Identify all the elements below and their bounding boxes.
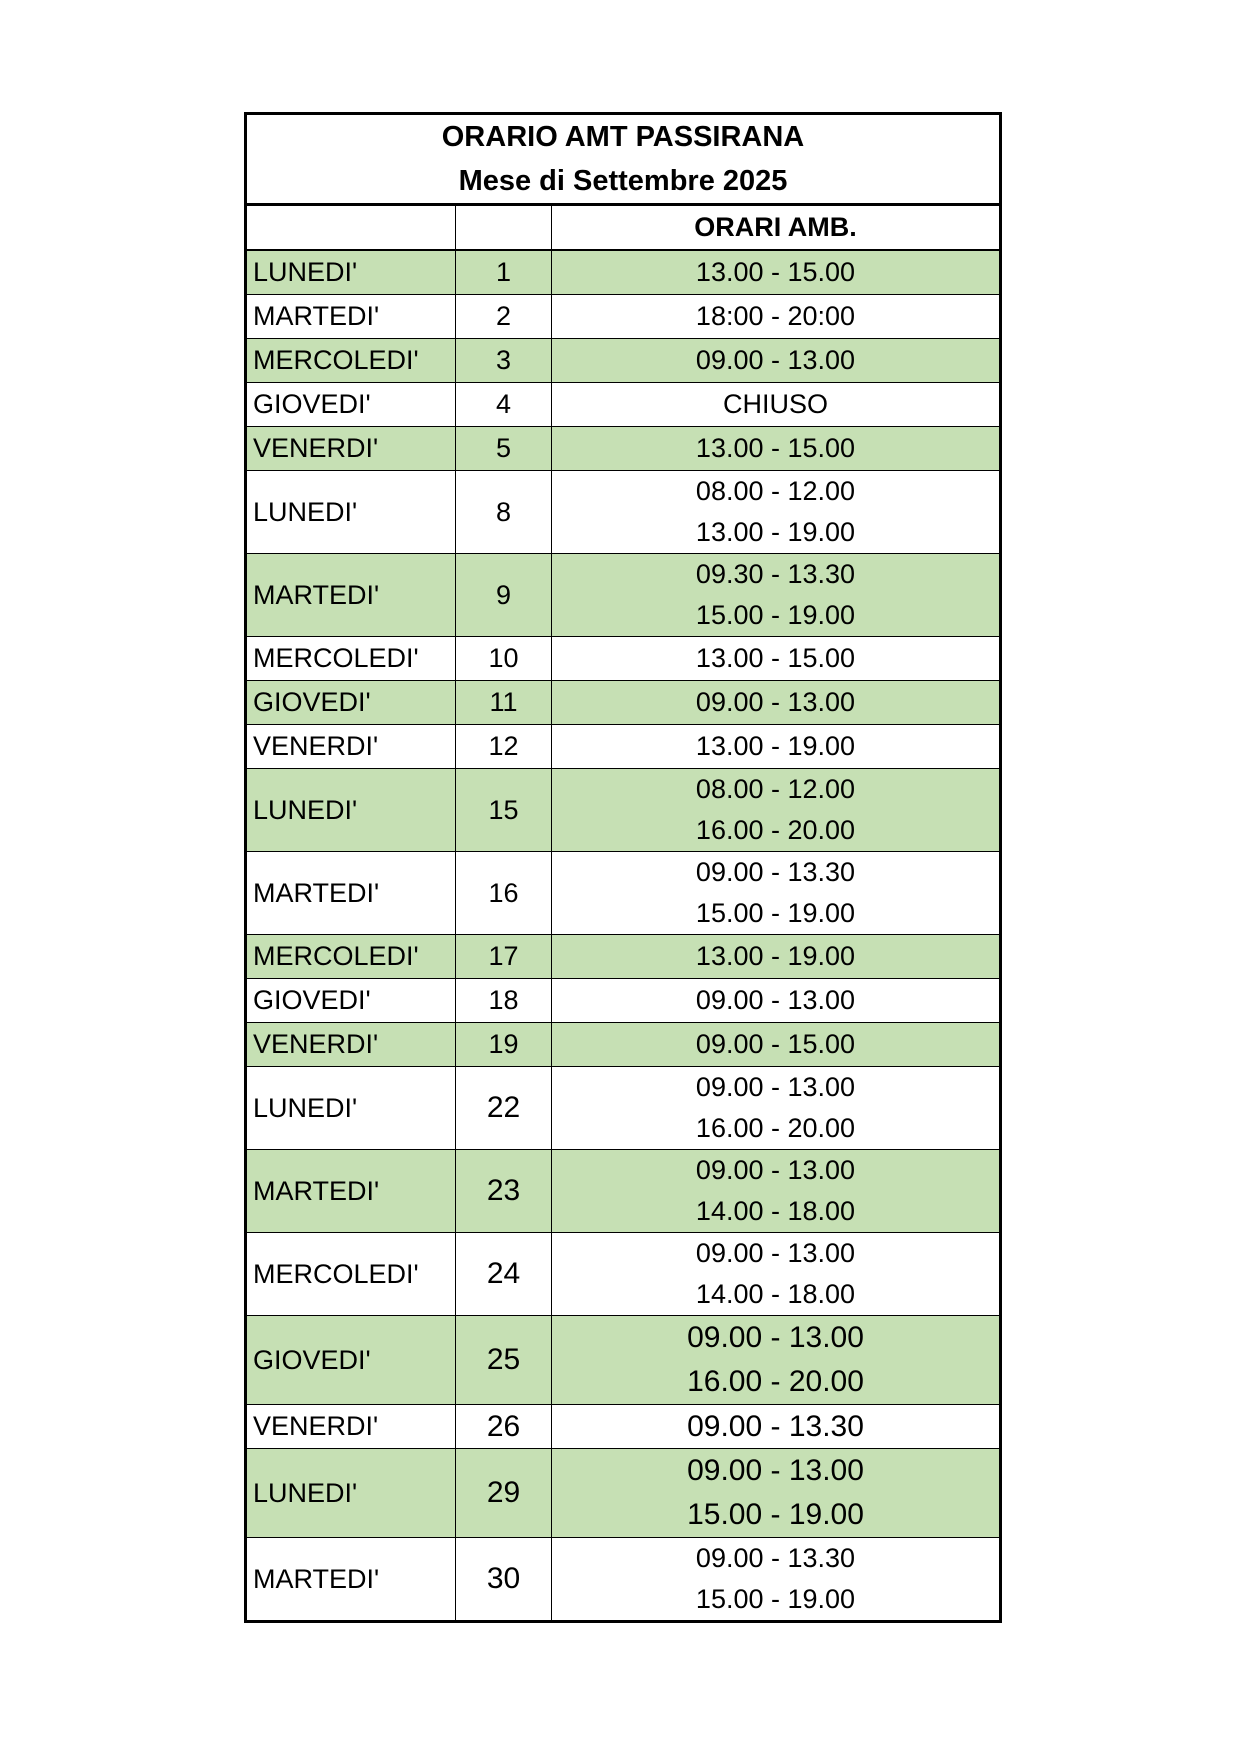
- hours-cell: [552, 1538, 1001, 1622]
- hours-range: 18:00 - 20:00: [695, 301, 856, 331]
- hours-cell: [552, 1233, 1001, 1316]
- hours-range: 15.00 - 19.00: [687, 1498, 864, 1531]
- table-row: [246, 1449, 1001, 1538]
- day-name-cell: MARTEDI': [246, 295, 456, 339]
- date-cell: 9: [456, 554, 552, 637]
- hours-range: 09.00 - 13.00: [695, 687, 856, 717]
- date-cell: 12: [456, 725, 552, 769]
- table-row: [246, 295, 1001, 339]
- table-row: [246, 725, 1001, 769]
- hours-cell: [552, 339, 1001, 383]
- hours-range: 08.00 - 12.00: [695, 476, 856, 506]
- hours-cell: [552, 295, 1001, 339]
- hours-range: 13.00 - 15.00: [695, 433, 856, 463]
- day-name-cell: GIOVEDI': [246, 1316, 456, 1405]
- table-row: [246, 1316, 1001, 1405]
- day-name-cell: LUNEDI': [246, 1067, 456, 1150]
- table-row: [246, 1067, 1001, 1150]
- day-name-cell: MERCOLEDI': [246, 637, 456, 681]
- table-row: [246, 383, 1001, 427]
- hours-range: 09.00 - 13.30: [695, 1543, 856, 1573]
- date-cell: 17: [456, 935, 552, 979]
- hours-range: 16.00 - 20.00: [695, 815, 856, 845]
- hours-range: 14.00 - 18.00: [695, 1196, 856, 1226]
- hours-cell: [552, 681, 1001, 725]
- hours-cell: [552, 637, 1001, 681]
- table-row: [246, 935, 1001, 979]
- date-cell: 18: [456, 979, 552, 1023]
- column-header-row: [246, 205, 1001, 251]
- hours-range: 13.00 - 19.00: [695, 941, 856, 971]
- hours-range: 13.00 - 19.00: [695, 731, 856, 761]
- table-row: [246, 852, 1001, 935]
- hours-range: 16.00 - 20.00: [687, 1365, 864, 1398]
- hours-range: 09.00 - 13.00: [695, 1238, 856, 1268]
- table-row: [246, 1150, 1001, 1233]
- hours-cell: [552, 250, 1001, 295]
- schedule-body: [246, 114, 1001, 1622]
- day-name-cell: VENERDI': [246, 427, 456, 471]
- date-cell: 23: [456, 1150, 552, 1233]
- column-header-day: [246, 205, 456, 251]
- hours-range: 09.00 - 13.00: [687, 1321, 864, 1354]
- table-row: [246, 339, 1001, 383]
- table-row: [246, 471, 1001, 554]
- date-cell: 8: [456, 471, 552, 554]
- hours-range: 15.00 - 19.00: [695, 898, 856, 928]
- date-cell: 5: [456, 427, 552, 471]
- hours-cell: [552, 1023, 1001, 1067]
- column-header-hours: ORARI AMB.: [552, 205, 1001, 251]
- day-name-cell: MERCOLEDI': [246, 339, 456, 383]
- date-cell: 19: [456, 1023, 552, 1067]
- day-name-cell: LUNEDI': [246, 250, 456, 295]
- date-cell: 29: [456, 1449, 552, 1538]
- date-cell: 2: [456, 295, 552, 339]
- date-cell: 26: [456, 1405, 552, 1449]
- hours-cell: [552, 471, 1001, 554]
- hours-range: 09.00 - 13.30: [687, 1410, 864, 1443]
- table-row: [246, 427, 1001, 471]
- date-cell: 25: [456, 1316, 552, 1405]
- table-row: [246, 769, 1001, 852]
- hours-cell: [552, 769, 1001, 852]
- hours-range: 09.30 - 13.30: [695, 559, 856, 589]
- table-row: [246, 250, 1001, 295]
- column-header-date: [456, 205, 552, 251]
- hours-cell: [552, 1150, 1001, 1233]
- hours-range: 09.00 - 13.00: [695, 1155, 856, 1185]
- day-name-cell: VENERDI': [246, 725, 456, 769]
- schedule-table: [244, 112, 1002, 1623]
- hours-cell: [552, 852, 1001, 935]
- hours-cell: [552, 935, 1001, 979]
- date-cell: 16: [456, 852, 552, 935]
- day-name-cell: MARTEDI': [246, 1538, 456, 1622]
- hours-range: 14.00 - 18.00: [695, 1279, 856, 1309]
- table-row: [246, 681, 1001, 725]
- hours-range: 09.00 - 13.00: [695, 985, 856, 1015]
- hours-range: 09.00 - 13.00: [695, 345, 856, 375]
- date-cell: 4: [456, 383, 552, 427]
- hours-cell: [552, 554, 1001, 637]
- date-cell: 22: [456, 1067, 552, 1150]
- table-row: [246, 979, 1001, 1023]
- title-cell: [246, 114, 1001, 205]
- day-name-cell: GIOVEDI': [246, 979, 456, 1023]
- date-cell: 30: [456, 1538, 552, 1622]
- page-title: ORARIO AMT PASSIRANA: [441, 121, 805, 153]
- date-cell: 11: [456, 681, 552, 725]
- title-row: [246, 114, 1001, 205]
- hours-range: 09.00 - 13.00: [695, 1072, 856, 1102]
- day-name-cell: MARTEDI': [246, 1150, 456, 1233]
- date-cell: 3: [456, 339, 552, 383]
- hours-range: 09.00 - 13.00: [687, 1454, 864, 1487]
- hours-cell: [552, 1449, 1001, 1538]
- day-name-cell: LUNEDI': [246, 769, 456, 852]
- day-name-cell: VENERDI': [246, 1023, 456, 1067]
- hours-cell: [552, 1405, 1001, 1449]
- hours-range: 13.00 - 19.00: [695, 517, 856, 547]
- hours-range: 09.00 - 15.00: [695, 1029, 856, 1059]
- hours-range: CHIUSO: [722, 389, 828, 419]
- table-row: [246, 1233, 1001, 1316]
- hours-range: 13.00 - 15.00: [695, 257, 856, 287]
- hours-range: 15.00 - 19.00: [695, 1584, 856, 1614]
- day-name-cell: MERCOLEDI': [246, 935, 456, 979]
- day-name-cell: GIOVEDI': [246, 383, 456, 427]
- hours-range: 13.00 - 15.00: [695, 643, 856, 673]
- day-name-cell: MARTEDI': [246, 852, 456, 935]
- page-subtitle: Mese di Settembre 2025: [458, 165, 788, 197]
- table-row: [246, 637, 1001, 681]
- table-row: [246, 1538, 1001, 1622]
- hours-range: 15.00 - 19.00: [695, 600, 856, 630]
- hours-range: 08.00 - 12.00: [695, 774, 856, 804]
- day-name-cell: GIOVEDI': [246, 681, 456, 725]
- table-row: [246, 1023, 1001, 1067]
- table-row: [246, 1405, 1001, 1449]
- day-name-cell: VENERDI': [246, 1405, 456, 1449]
- date-cell: 1: [456, 250, 552, 295]
- hours-cell: [552, 427, 1001, 471]
- day-name-cell: MARTEDI': [246, 554, 456, 637]
- hours-cell: [552, 1316, 1001, 1405]
- date-cell: 10: [456, 637, 552, 681]
- hours-cell: [552, 383, 1001, 427]
- table-row: [246, 554, 1001, 637]
- hours-cell: [552, 1067, 1001, 1150]
- hours-cell: [552, 979, 1001, 1023]
- day-name-cell: MERCOLEDI': [246, 1233, 456, 1316]
- hours-range: 16.00 - 20.00: [695, 1113, 856, 1143]
- hours-cell: [552, 725, 1001, 769]
- day-name-cell: LUNEDI': [246, 471, 456, 554]
- hours-range: 09.00 - 13.30: [695, 857, 856, 887]
- day-name-cell: LUNEDI': [246, 1449, 456, 1538]
- date-cell: 24: [456, 1233, 552, 1316]
- date-cell: 15: [456, 769, 552, 852]
